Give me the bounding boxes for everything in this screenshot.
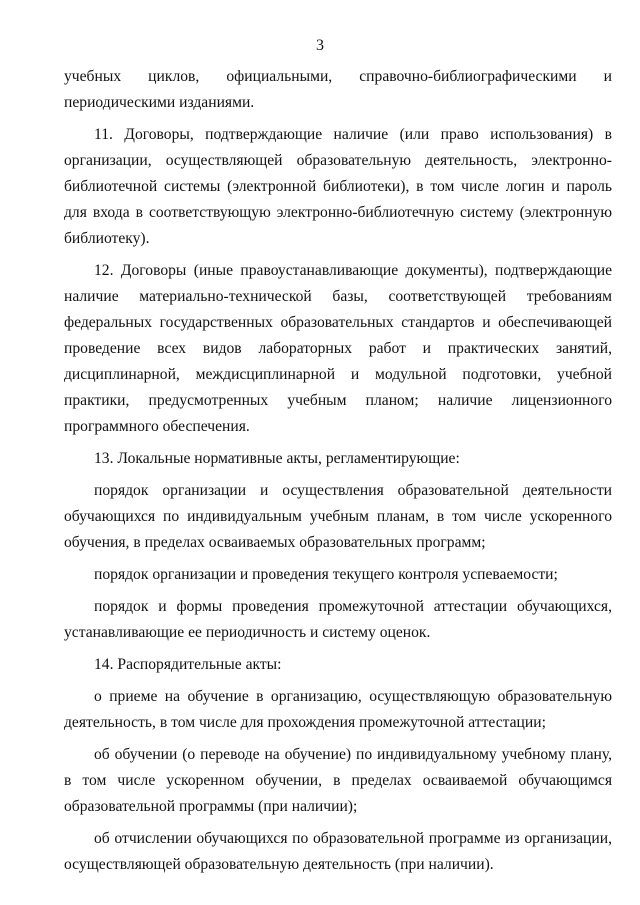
paragraph-item-14-admission: о приеме на обучение в организацию, осуществляющую образовательную деятельность, в том числе для прохождения промежуточной аттестации; bbox=[64, 688, 612, 731]
paragraph-item-12: 12. Договоры (иные правоустанавливающие документы), подтверждающие наличие материально-технической базы, соответствующей требованиям федеральных государственных образовательных стандартов и обеспечивающей проведение всех видов лабораторных работ и практических занятий, дисциплинарной, междисциплинарной и модульной подготовки, учебной практики, предусмотренных учебным планом; наличие лицензионного программного обеспечения. bbox=[64, 262, 612, 435]
paragraph-item-13-individual-plans: порядок организации и осуществления образовательной деятельности обучающихся по индивидуальным учебным планам, в том числе ускоренного обучения, в пределах осваиваемых образовательных программ; bbox=[64, 482, 612, 551]
paragraph-item-14-expulsion: об отчислении обучающихся по образовательной программе из организации, осуществляющей образовательную деятельность (при наличии). bbox=[64, 830, 612, 873]
paragraph-item-13-current-control: порядок организации и проведения текущего контроля успеваемости; bbox=[94, 566, 558, 583]
page-number: 3 bbox=[316, 37, 324, 54]
paragraph-item-14-heading: 14. Распорядительные акты: bbox=[94, 656, 282, 673]
paragraph-item-13-heading: 13. Локальные нормативные акты, регламентирующие: bbox=[94, 450, 460, 467]
paragraph-continuation: учебных циклов, официальными, справочно-библиографическими и периодическими изданиями. bbox=[64, 68, 612, 111]
paragraph-item-11: 11. Договоры, подтверждающие наличие (или право использования) в организации, осуществляющей образовательную деятельность, электронно-библиотечной системы (электронной библиотеки), в том числе логин и пароль для входа в соответствующую электронно-библиотечную систему (электронную библиотеку). bbox=[64, 126, 612, 247]
paragraph-item-13-intermediate-attestation: порядок и формы проведения промежуточной аттестации обучающихся, устанавливающие ее периодичность и систему оценок. bbox=[64, 598, 612, 641]
document-body bbox=[64, 64, 612, 884]
paragraph-item-14-individual-plan: об обучении (о переводе на обучение) по индивидуальному учебному плану, в том числе ускоренном обучении, в пределах осваиваемой обучающимся образовательной программы (при наличии); bbox=[64, 746, 612, 815]
